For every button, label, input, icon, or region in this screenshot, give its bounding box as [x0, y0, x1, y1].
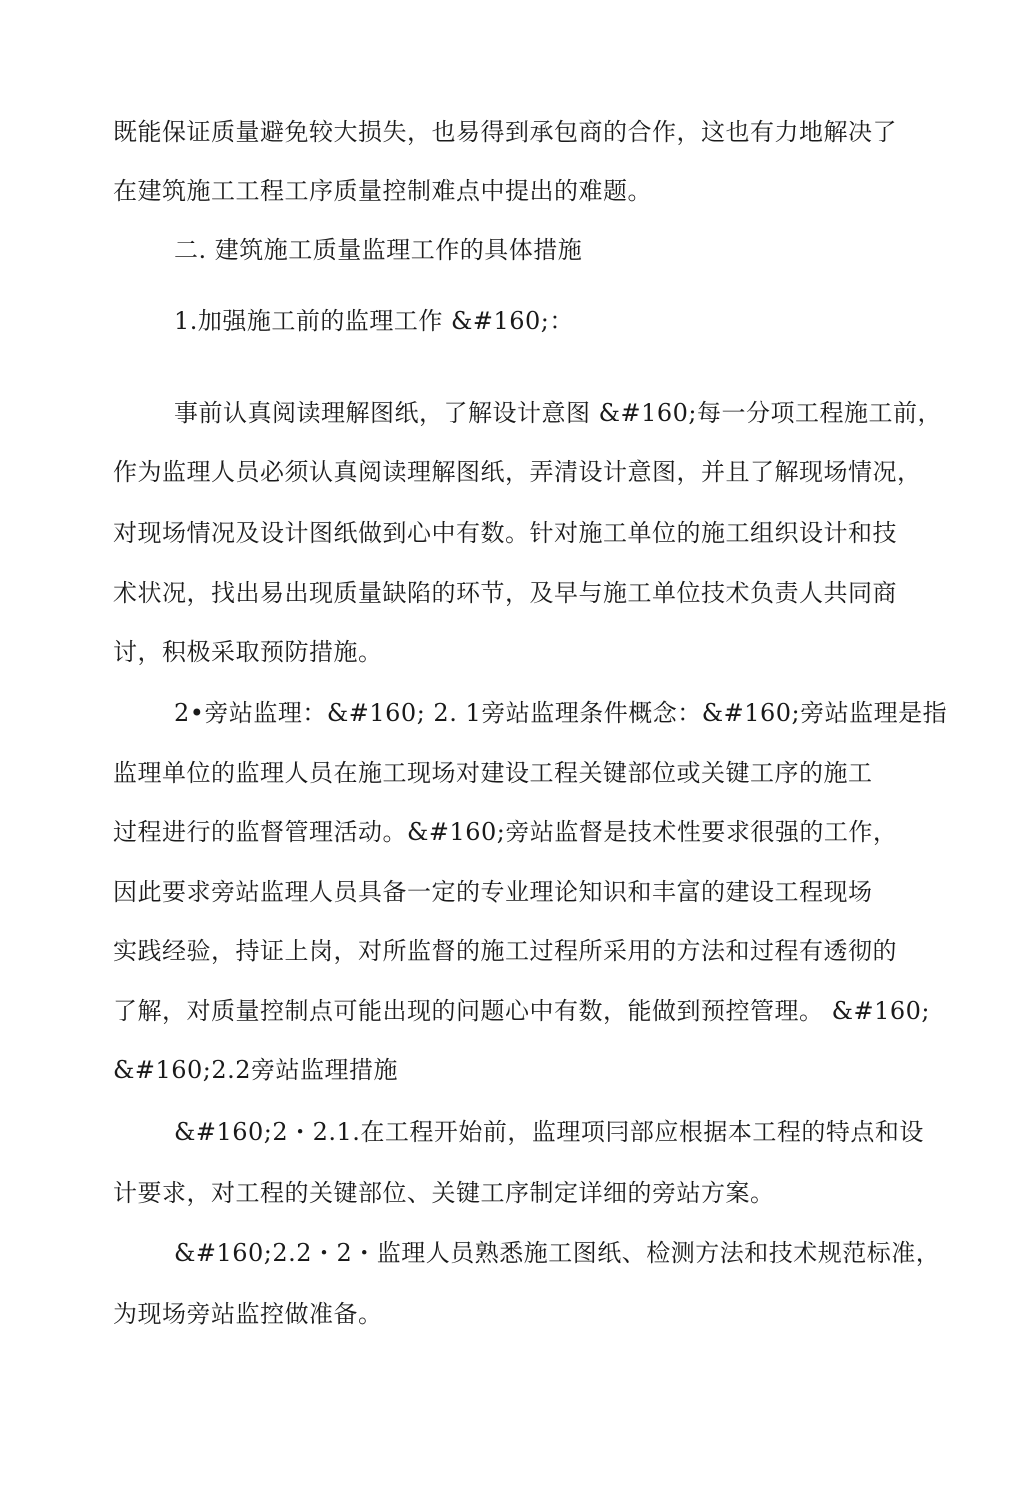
paragraph-line: 既能保证质量避免较大损失，也易得到承包商的合作，这也有力地解决了 [113, 118, 897, 146]
paragraph-line: 因此要求旁站监理人员具备一定的专业理论知识和丰富的建设工程现场 [113, 878, 873, 906]
paragraph-line: &#160;2.2・2・监理人员熟悉施工图纸、检测方法和技术规范标准， [174, 1239, 941, 1267]
subsection-heading: &#160;2.2旁站监理措施 [113, 1056, 399, 1084]
paragraph-line: 过程进行的监督管理活动。&#160;旁站监督是技术性要求很强的工作， [113, 818, 898, 846]
paragraph-line: 术状况，找出易出现质量缺陷的环节，及早与施工单位技术负责人共同商 [113, 579, 897, 607]
paragraph-line: 2•旁站监理：&#160; 2. 1旁站监理条件概念：&#160;旁站监理是指 [174, 699, 948, 727]
paragraph-line: 实践经验，持证上岗，对所监督的施工过程所采用的方法和过程有透彻的 [113, 937, 897, 965]
paragraph-line: 了解，对质量控制点可能出现的问题心中有数，能做到预控管理。 &#160; [113, 997, 930, 1025]
paragraph-line: 事前认真阅读理解图纸，了解设计意图 &#160;每一分项工程施工前， [174, 399, 942, 427]
paragraph-line: 作为监理人员必须认真阅读理解图纸，弄清设计意图，并且了解现场情况， [113, 458, 922, 486]
paragraph-line: 在建筑施工工程工序质量控制难点中提出的难题。 [113, 177, 652, 205]
paragraph-line: 讨，积极采取预防措施。 [113, 638, 383, 666]
paragraph-line: 监理单位的监理人员在施工现场对建设工程关键部位或关键工序的施工 [113, 759, 873, 787]
paragraph-line: 计要求，对工程的关键部位、关键工序制定详细的旁站方案。 [113, 1179, 775, 1207]
paragraph-line: 对现场情况及设计图纸做到心中有数。针对施工单位的施工组织设计和技 [113, 519, 897, 547]
paragraph-line: 为现场旁站监控做准备。 [113, 1300, 383, 1328]
subsection-heading: 1.加强施工前的监理工作 &#160;： [174, 307, 574, 335]
paragraph-line: &#160;2・2.1.在工程开始前，监理项冃部应根据本工程的特点和设 [174, 1118, 924, 1146]
section-heading: 二. 建筑施工质量监理工作的具体措施 [174, 236, 583, 264]
